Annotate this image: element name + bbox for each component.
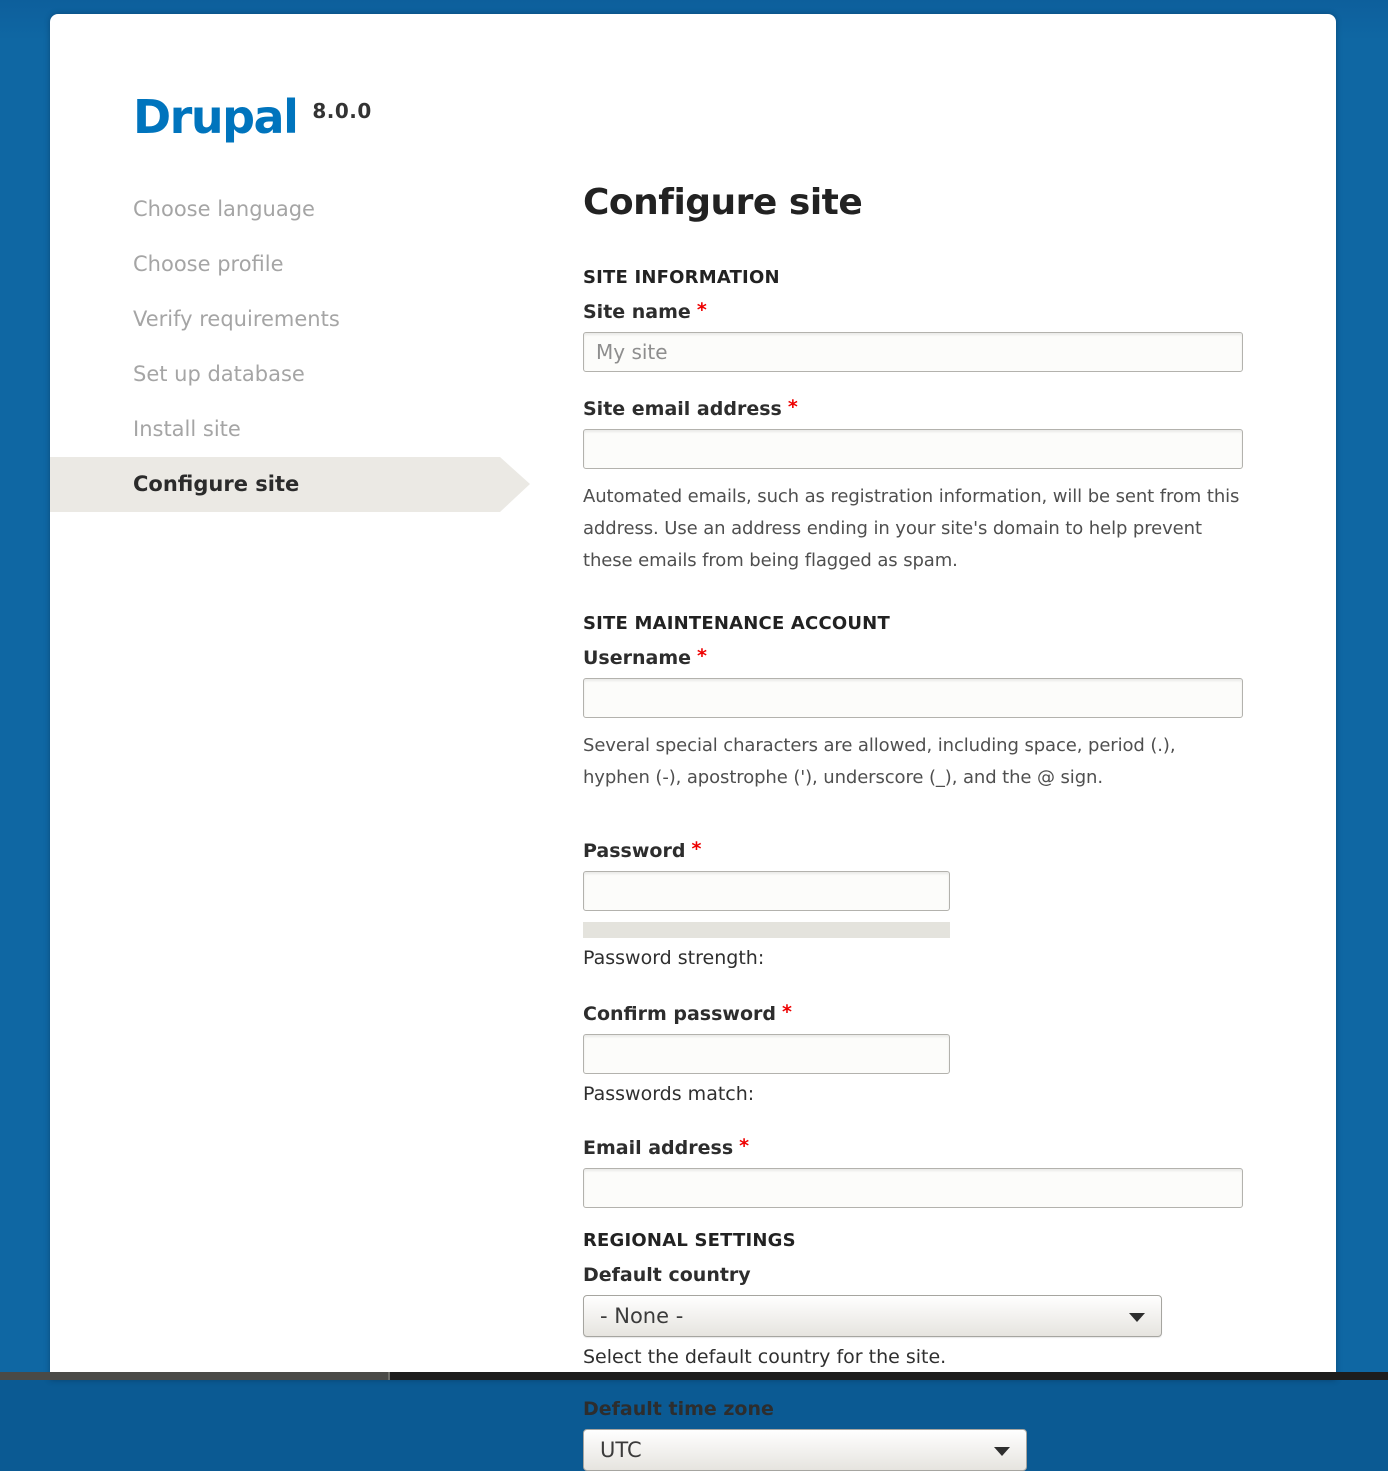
bottom-window-edge <box>0 1372 1388 1380</box>
site-email-help: Automated emails, such as registration information, will be sent from this address. Use an address ending in your site's domain to help prevent these emails from being flagged as spam. <box>583 486 1240 572</box>
email-address-input[interactable] <box>583 1168 1243 1208</box>
site-email-label: Site email address * <box>583 396 798 420</box>
step-configure-site-active: Configure site <box>50 457 500 512</box>
step-install-site: Install site <box>133 417 241 441</box>
brand <box>133 90 372 144</box>
password-input[interactable] <box>583 871 950 911</box>
username-label: Username * <box>583 645 707 670</box>
install-steps <box>50 182 500 512</box>
default-time-zone-selected-value: UTC <box>600 1438 642 1463</box>
installer-card <box>50 14 1336 1463</box>
confirm-password-input[interactable] <box>583 1034 950 1074</box>
required-marker: * <box>697 645 707 668</box>
drupal-logo: Drupal <box>133 90 298 144</box>
configure-site-form <box>583 182 1243 1471</box>
username-input[interactable] <box>583 678 1243 718</box>
confirm-password-label: Confirm password * <box>583 1001 792 1026</box>
password-strength-label: Password strength: <box>583 947 765 970</box>
page-title: Configure site <box>583 182 863 223</box>
password-strength-bar <box>583 922 950 938</box>
regional-settings-heading: REGIONAL SETTINGS <box>583 1230 796 1252</box>
site-name-label: Site name * <box>583 299 707 323</box>
required-marker: * <box>696 299 707 321</box>
default-country-select[interactable] <box>583 1295 1162 1337</box>
default-country-selected-value: - None - <box>600 1304 684 1329</box>
dropdown-arrow-icon <box>1129 1313 1145 1322</box>
site-email-input[interactable] <box>583 429 1243 469</box>
required-marker: * <box>691 838 702 861</box>
default-time-zone-select[interactable] <box>583 1429 1027 1471</box>
required-marker: * <box>787 396 798 418</box>
password-label: Password * <box>583 838 702 863</box>
default-country-label: Default country <box>583 1264 751 1287</box>
site-information-heading: SITE INFORMATION <box>583 267 780 288</box>
passwords-match-label: Passwords match: <box>583 1083 755 1106</box>
required-marker: * <box>782 1001 792 1024</box>
maintenance-account-heading: SITE MAINTENANCE ACCOUNT <box>583 613 890 635</box>
step-choose-language: Choose language <box>133 197 315 221</box>
username-help: Several special characters are allowed, including space, period (.), hyphen (-), apostrophe ('), underscore (_), and the @ sign. <box>583 735 1176 789</box>
step-choose-profile: Choose profile <box>133 252 284 276</box>
version-badge: 8.0.0 <box>312 99 372 123</box>
email-address-label: Email address * <box>583 1135 750 1160</box>
step-verify-requirements: Verify requirements <box>133 307 340 331</box>
default-time-zone-label: Default time zone <box>583 1398 774 1421</box>
default-country-help: Select the default country for the site. <box>583 1346 947 1369</box>
site-name-input[interactable] <box>583 332 1243 372</box>
bottom-window-edge-segment <box>0 1372 390 1380</box>
dropdown-arrow-icon <box>994 1447 1010 1456</box>
required-marker: * <box>739 1135 750 1158</box>
step-set-up-database: Set up database <box>133 362 305 386</box>
